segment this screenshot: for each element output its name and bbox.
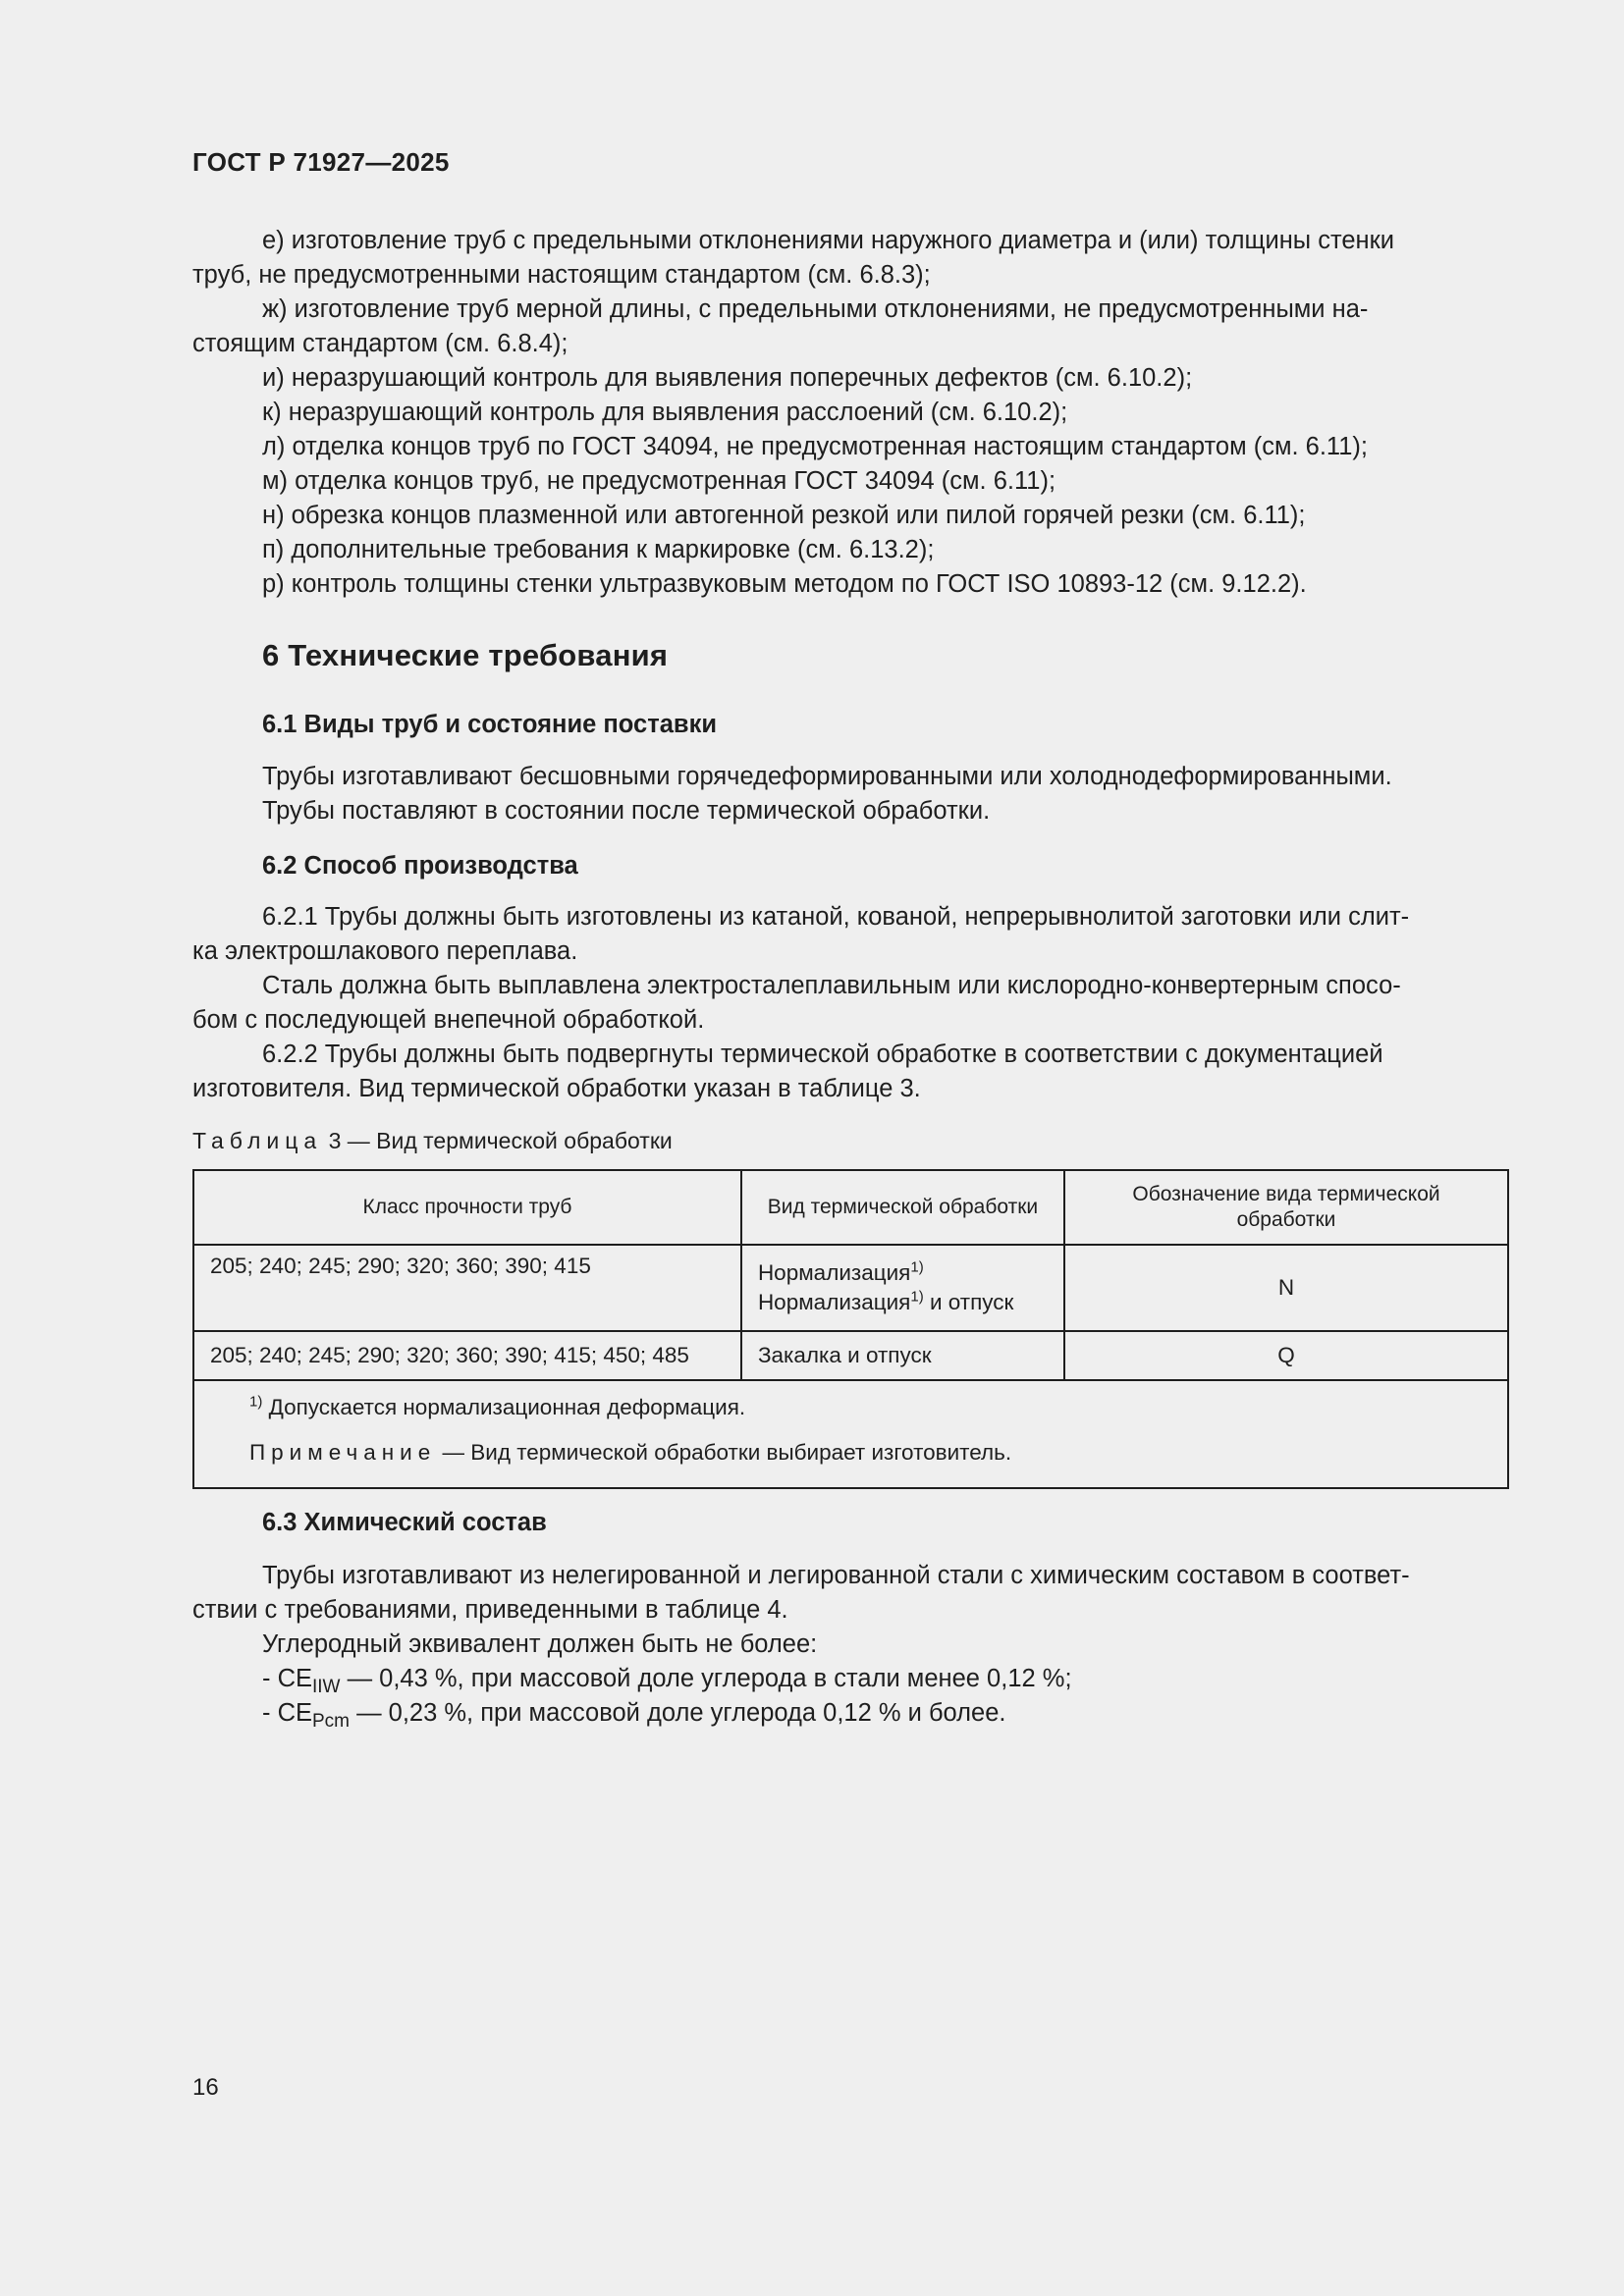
section-6-title: 6 Технические требования: [262, 638, 669, 672]
ce-subscript: Pcm: [312, 1711, 350, 1733]
footnote-ref: 1): [910, 1258, 924, 1276]
section-6-2-steel-line1: Сталь должна быть выплавлена электросталеплавильным или кислородно-конвертерным спосо-: [262, 972, 1401, 999]
section-6-1-body: [192, 760, 1508, 828]
section-6-3-body: [192, 1559, 1508, 1731]
section-6-2-1-line2: ка электрошлакового переплава.: [192, 937, 578, 965]
table-header-code: Обозначение вида термической обработки: [1064, 1170, 1508, 1245]
ce-prefix: - CE: [262, 1665, 312, 1692]
table-3-caption: [192, 1128, 673, 1154]
list-item-zh-line1: ж) изготовление труб мерной длины, с предельными отклонениями, не предусмотренными на-: [262, 295, 1369, 323]
table-cell-treatment: Закалка и отпуск: [741, 1331, 1064, 1380]
list-item-l: л) отделка концов труб по ГОСТ 34094, не предусмотренная настоящим стандартом (см. 6.11);: [262, 433, 1368, 460]
treatment-normalization: Нормализация: [757, 1260, 911, 1285]
document-page: [192, 0, 1508, 2296]
ce-subscript: IIW: [312, 1677, 341, 1698]
section-6-1-paragraph-1: Трубы изготавливают бесшовными горячедеформированными или холоднодеформированными.: [262, 763, 1392, 790]
note-label: Примечание: [249, 1440, 437, 1465]
list-item-zh: [192, 293, 1508, 361]
list-item-i: и) неразрушающий контроль для выявления поперечных дефектов (см. 6.10.2);: [262, 364, 1193, 392]
table-row: [193, 1245, 1508, 1331]
section-6-2-body: [192, 900, 1508, 1106]
ce-text: — 0,23 %, при массовой доле углерода 0,12 % и более.: [350, 1699, 1006, 1727]
section-6-2-steel-line2: бом с последующей внепечной обработкой.: [192, 1006, 705, 1034]
section-6-3-paragraph-2: Углеродный эквивалент должен быть не более:: [262, 1630, 818, 1658]
carbon-equivalent-iiw: [192, 1662, 1508, 1696]
document-code-header: ГОСТ Р 71927—2025: [192, 147, 450, 177]
section-6-2-steel-paragraph: [192, 969, 1508, 1038]
section-6-2-1-paragraph: [192, 900, 1508, 969]
treatment-tempering-suffix: и отпуск: [923, 1290, 1014, 1314]
section-6-3-title: 6.3 Химический состав: [262, 1509, 547, 1536]
table-header-row: [193, 1170, 1508, 1245]
table-caption-text: 3 — Вид термической обработки: [322, 1128, 673, 1153]
section-6-2-1-line1: 6.2.1 Трубы должны быть изготовлены из катаной, кованой, непрерывнолитой заготовки или слит-: [262, 903, 1410, 931]
list-item-zh-line2: стоящим стандартом (см. 6.8.4);: [192, 330, 568, 357]
footnote-mark: 1): [249, 1393, 263, 1411]
list-item-e-line2: труб, не предусмотренными настоящим стандартом (см. 6.8.3);: [192, 261, 931, 289]
section-6-3-paragraph-1: [192, 1559, 1508, 1628]
table-row: [193, 1331, 1508, 1380]
list-item-r: р) контроль толщины стенки ультразвуковым методом по ГОСТ ISO 10893-12 (см. 9.12.2).: [262, 570, 1307, 598]
section-6-2-title: 6.2 Способ производства: [262, 852, 578, 880]
list-item-m: м) отделка концов труб, не предусмотренная ГОСТ 34094 (см. 6.11);: [262, 467, 1056, 495]
table-footer-row: [193, 1380, 1508, 1488]
treatment-normalization-tempering: Нормализация: [757, 1290, 911, 1314]
section-6-2-2-line2: изготовителя. Вид термической обработки указан в таблице 3.: [192, 1075, 921, 1102]
note-text: — Вид термической обработки выбирает изготовитель.: [436, 1440, 1012, 1465]
section-6-3-line1: Трубы изготавливают из нелегированной и легированной стали с химическим составом в соответ-: [262, 1562, 1410, 1589]
ce-prefix: - CE: [262, 1699, 312, 1727]
table-footer-cell: [193, 1380, 1508, 1488]
list-item-n: н) обрезка концов плазменной или автогенной резкой или пилой горячей резки (см. 6.11);: [262, 502, 1306, 529]
list-item-e-line1: е) изготовление труб с предельными отклонениями наружного диаметра и (или) толщины стенки: [262, 227, 1395, 254]
carbon-equivalent-pcm: [192, 1696, 1508, 1731]
table-cell-treatment: [741, 1245, 1064, 1331]
list-item-e: [192, 224, 1508, 293]
table-cell-code: Q: [1064, 1331, 1508, 1380]
table-header-class: Класс прочности труб: [193, 1170, 741, 1245]
section-6-1-title: 6.1 Виды труб и состояние поставки: [262, 711, 718, 738]
table-cell-class: 205; 240; 245; 290; 320; 360; 390; 415: [193, 1245, 741, 1331]
table-header-treatment: Вид термической обработки: [741, 1170, 1064, 1245]
table-cell-class: 205; 240; 245; 290; 320; 360; 390; 415; 450; 485: [193, 1331, 741, 1380]
section-6-1-paragraph-2: Трубы поставляют в состоянии после термической обработки.: [262, 797, 991, 825]
footnote-text: Допускается нормализационная деформация.: [262, 1395, 746, 1419]
page-number: 16: [192, 2074, 219, 2101]
ce-text: — 0,43 %, при массовой доле углерода в стали менее 0,12 %;: [340, 1665, 1072, 1692]
section-6-3-line2: ствии с требованиями, приведенными в таблице 4.: [192, 1596, 788, 1624]
section-6-2-2-paragraph: [192, 1038, 1508, 1106]
footnote-ref: 1): [910, 1288, 924, 1306]
table-cell-code: N: [1064, 1245, 1508, 1331]
list-item-p: п) дополнительные требования к маркировке (см. 6.13.2);: [262, 536, 935, 563]
list-item-k: к) неразрушающий контроль для выявления расслоений (см. 6.10.2);: [262, 399, 1068, 426]
table-note: [249, 1436, 1507, 1481]
table-footnote: [249, 1391, 1507, 1436]
table-caption-label: Таблица: [192, 1128, 323, 1153]
section-6-2-2-line1: 6.2.2 Трубы должны быть подвергнуты термической обработке в соответствии с документацией: [262, 1041, 1383, 1068]
heat-treatment-table: [192, 1169, 1509, 1489]
enumerated-list: [192, 224, 1508, 602]
